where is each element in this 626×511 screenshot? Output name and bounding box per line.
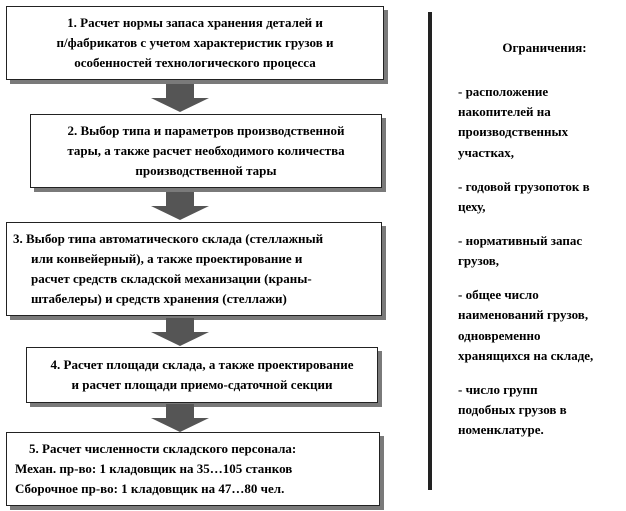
step-5-line-1: 5. Расчет численности складского персонала: <box>29 440 297 456</box>
step-1-line-2: п/фабрикатов с учетом характеристик грузов и <box>56 34 334 50</box>
arrow-head <box>151 206 209 220</box>
constraint-item <box>458 231 623 271</box>
arrow-down-1 <box>151 84 209 112</box>
constraint-1-line-4: участках, <box>458 144 515 160</box>
constraint-item <box>458 177 623 217</box>
arrow-shaft <box>166 404 194 418</box>
constraint-4-line-1: - общее число <box>458 287 539 303</box>
step-4-box <box>26 347 378 403</box>
step-3-line-2: или конвейерный), а также проектирование и <box>31 250 303 266</box>
step-1-box <box>6 6 384 80</box>
step-5-line-3: Сборочное пр-во: 1 кладовщик на 47…80 чел. <box>15 481 285 497</box>
step-3-box <box>6 222 382 316</box>
constraint-3-line-2: грузов, <box>458 253 500 269</box>
step-4-line-2: и расчет площади приемо-сдаточной секции <box>71 377 333 392</box>
step-5-box <box>6 432 380 506</box>
step-2-line-3: производственной тары <box>135 163 277 179</box>
constraints-title: Ограничения: <box>502 40 587 55</box>
step-5-line-2: Механ. пр-во: 1 кладовщик на 35…105 станков <box>15 460 293 476</box>
step-3-line-1: 3. Выбор типа автоматического склада (стеллажный <box>13 230 324 246</box>
arrow-down-3 <box>151 318 209 346</box>
arrow-shaft <box>166 84 194 98</box>
arrow-shaft <box>166 318 194 332</box>
constraint-3-line-1: - нормативный запас <box>458 232 583 248</box>
step-1-line-3: особенностей технологического процесса <box>74 55 316 71</box>
arrow-down-2 <box>151 192 209 220</box>
constraint-item <box>458 285 623 366</box>
step-3-line-4: штабелеры) и средств хранения (стеллажи) <box>31 291 287 307</box>
constraint-item <box>458 82 623 163</box>
constraint-item <box>458 380 623 440</box>
constraint-5-line-1: - число групп <box>458 381 538 397</box>
constraints-panel <box>458 38 623 454</box>
step-2-box <box>30 114 382 188</box>
arrow-head <box>151 418 209 432</box>
constraint-5-line-2: подобных грузов в <box>458 401 567 417</box>
step-4-line-1: 4. Расчет площади склада, а также проектирование <box>50 356 354 372</box>
constraint-1-line-2: накопителей на <box>458 104 551 120</box>
vertical-divider <box>428 12 432 490</box>
constraint-4-line-2: наименований грузов, <box>458 307 589 323</box>
constraint-1-line-1: - расположение <box>458 84 549 100</box>
arrow-shaft <box>166 192 194 206</box>
step-1-line-1: 1. Расчет нормы запаса хранения деталей и <box>67 14 323 30</box>
arrow-down-4 <box>151 404 209 432</box>
constraint-4-line-4: хранящихся на складе, <box>458 347 594 363</box>
constraint-4-line-3: одновременно <box>458 327 541 343</box>
step-3-line-3: расчет средств складской механизации (краны- <box>31 271 312 286</box>
arrow-head <box>151 332 209 346</box>
step-2-line-1: 2. Выбор типа и параметров производственной <box>67 122 345 138</box>
step-2-line-2: тары, а также расчет необходимого количества <box>67 142 345 158</box>
constraint-1-line-3: производственных <box>458 124 569 140</box>
constraint-2-line-1: - годовой грузопоток в <box>458 178 590 194</box>
constraint-5-line-3: номенклатуре. <box>458 422 544 438</box>
constraint-2-line-2: цеху, <box>458 198 486 214</box>
arrow-head <box>151 98 209 112</box>
